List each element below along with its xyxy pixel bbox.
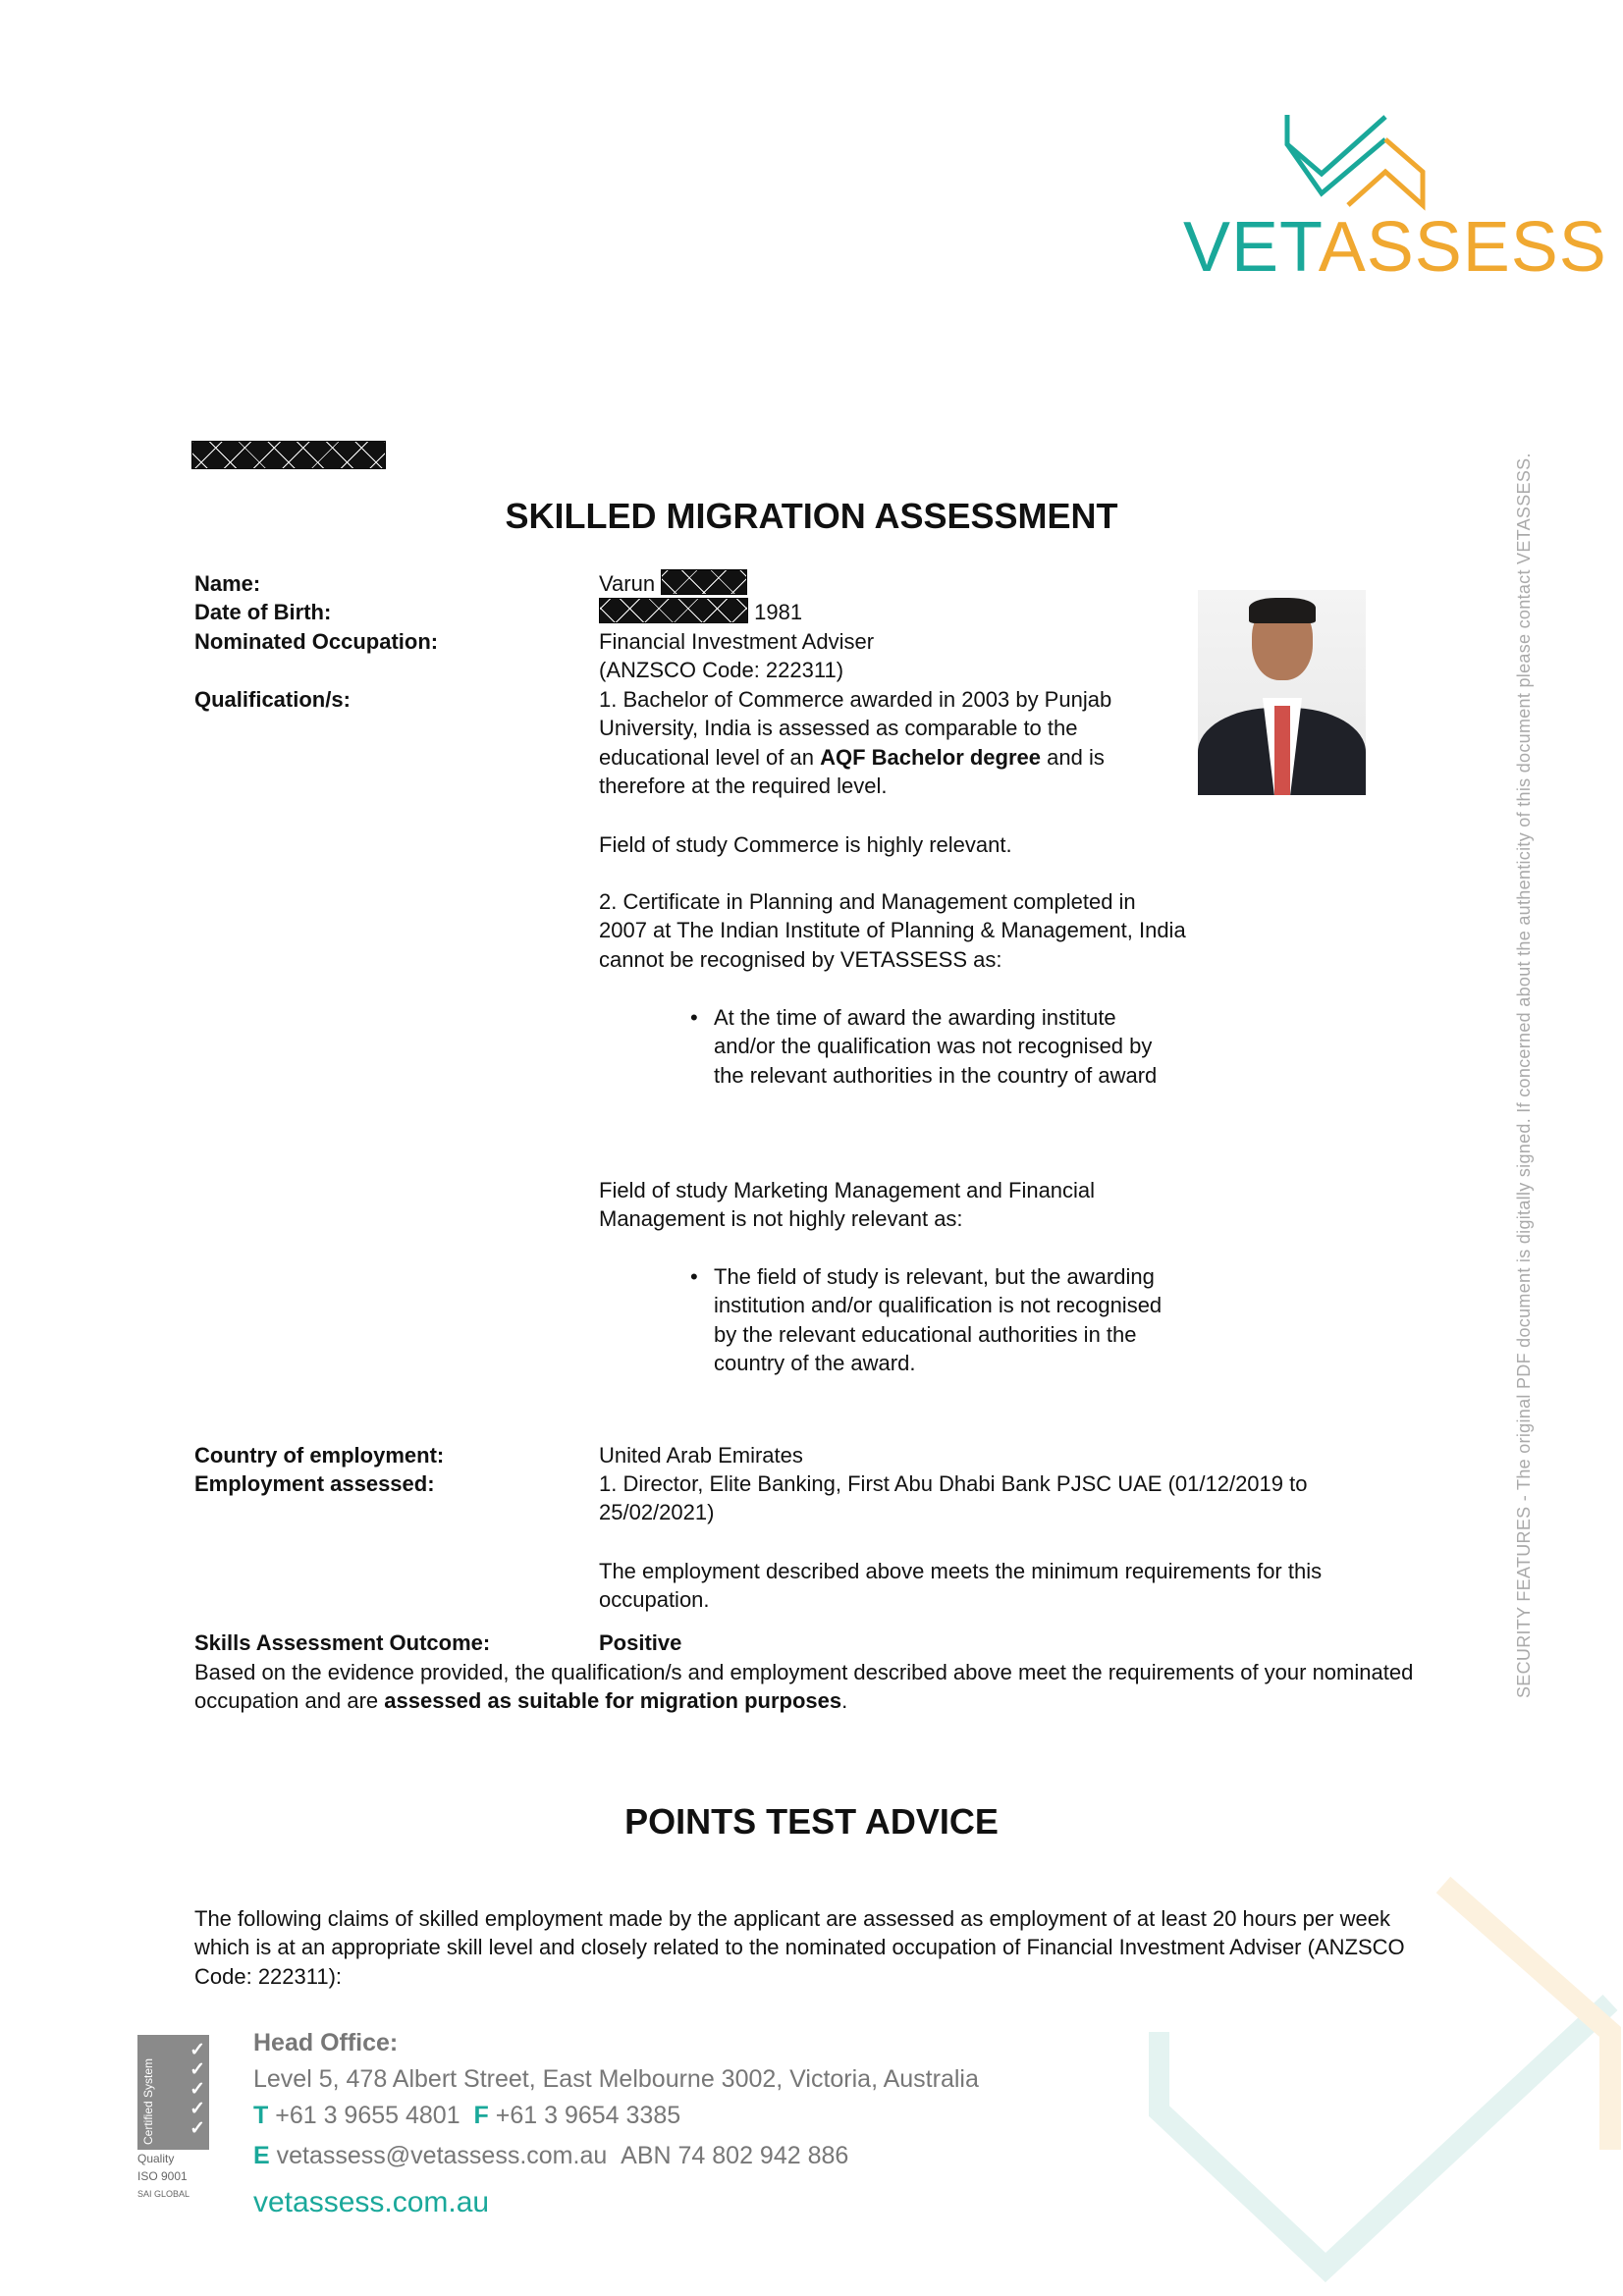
occupation-label: Nominated Occupation: bbox=[194, 629, 439, 654]
abn: ABN 74 802 942 886 bbox=[621, 2142, 849, 2169]
redacted-reference bbox=[191, 441, 386, 469]
name-label: Name: bbox=[194, 571, 261, 596]
bullet-text: The field of study is relevant, but the awarding institution and/or qualification is not recognised by the relevant educational authorities in the country of the award. bbox=[714, 1264, 1163, 1376]
head-office-label: Head Office: bbox=[253, 2029, 399, 2056]
cert-quality: Quality bbox=[137, 2152, 175, 2165]
outcome-text bbox=[194, 1658, 1432, 1716]
email-link[interactable]: vetassess@vetassess.com.au bbox=[276, 2142, 608, 2169]
outcome-value: Positive bbox=[599, 1630, 682, 1655]
qualification-1-field: Field of study Commerce is highly relevant. bbox=[599, 832, 1012, 857]
cert-iso: ISO 9001 bbox=[137, 2169, 188, 2183]
check-marks-icon: ✓ ✓ ✓ ✓ ✓ bbox=[189, 2040, 205, 2139]
country-label: Country of employment: bbox=[194, 1443, 445, 1468]
watermark-chevron-icon bbox=[1149, 1855, 1623, 2296]
website-link[interactable]: vetassess.com.au bbox=[253, 2186, 490, 2218]
dob-label: Date of Birth: bbox=[194, 600, 332, 624]
bullet-text: At the time of award the awarding institute and/or the qualification was not recognised by the relevant authorities in the country of award bbox=[714, 1005, 1158, 1088]
dob-year: 1981 bbox=[754, 600, 803, 624]
vetassess-logo bbox=[1179, 95, 1607, 287]
qualification-2: 2. Certificate in Planning and Management completed in 2007 at The Indian Institute of Planning & Management, India cannot be recognised by VETASSESS as: bbox=[599, 889, 1186, 972]
redacted-surname bbox=[661, 569, 747, 595]
fax-number: +61 3 9654 3385 bbox=[495, 2102, 681, 2129]
iso-certification-badge bbox=[137, 2035, 216, 2203]
country-value: United Arab Emirates bbox=[599, 1443, 803, 1468]
fax-label: F bbox=[473, 2102, 489, 2129]
employment-note: The employment described above meets the minimum requirements for this occupation. bbox=[599, 1559, 1323, 1613]
cert-sai: SAI GLOBAL bbox=[137, 2189, 190, 2199]
outcome-label: Skills Assessment Outcome: bbox=[194, 1630, 491, 1655]
name-value bbox=[599, 569, 747, 598]
security-notice: SECURITY FEATURES - The original PDF document is digitally signed. If concerned about the authenticity of this document please contact VETASSESS. bbox=[1514, 453, 1534, 1698]
first-name: Varun bbox=[599, 571, 656, 596]
phone-label: T bbox=[253, 2102, 269, 2129]
employment-label: Employment assessed: bbox=[194, 1471, 435, 1496]
qual1-bold: AQF Bachelor degree bbox=[820, 744, 1042, 770]
employment-value: 1. Director, Elite Banking, First Abu Dhabi Bank PJSC UAE (01/12/2019 to 25/02/2021) bbox=[599, 1471, 1308, 1525]
applicant-photo bbox=[1198, 590, 1366, 795]
qual1-text: 1. Bachelor of Commerce awarded in 2003 by Punjab University, India is assessed as comparable to the educational level of an bbox=[599, 687, 1112, 770]
outcome-text-start: Based on the evidence provided, the qualification/s and employment described above meet the requirements of your nominated occupation and are bbox=[194, 1660, 1414, 1714]
anzsco-code: (ANZSCO Code: 222311) bbox=[599, 658, 844, 683]
phone-number: +61 3 9655 4801 bbox=[275, 2102, 460, 2129]
page-title: SKILLED MIGRATION ASSESSMENT bbox=[505, 496, 1118, 536]
qualification-2-field: Field of study Marketing Management and Financial Management is not highly relevant as: bbox=[599, 1178, 1096, 1232]
occupation-value bbox=[599, 627, 1188, 685]
qual1-text-end: and is therefore at the required level. bbox=[599, 744, 1105, 799]
logo-chevron-icon bbox=[1179, 95, 1533, 213]
qualification-2-bullet bbox=[690, 1003, 1181, 1090]
redacted-dob bbox=[599, 598, 748, 623]
outcome-text-end: . bbox=[841, 1688, 848, 1714]
points-test-text: The following claims of skilled employment made by the applicant are assessed as employment of at least 20 hours per week which is at an appropriate skill level and closely related to the nominated occupation of Financial Investment Adviser (ANZSCO Code: 222311): bbox=[194, 1906, 1405, 1989]
dob-value bbox=[599, 598, 802, 626]
cert-system-text: Certified System bbox=[141, 2057, 155, 2145]
footer-email-abn bbox=[253, 2138, 979, 2174]
points-test-title: POINTS TEST ADVICE bbox=[624, 1801, 999, 1842]
email-label: E bbox=[253, 2142, 270, 2169]
bullet-icon: • bbox=[690, 1264, 698, 1289]
logo-text-vet: VET bbox=[1183, 208, 1319, 287]
qualification-label: Qualification/s: bbox=[194, 687, 351, 712]
footer-contact bbox=[253, 2025, 979, 2220]
occupation-name: Financial Investment Adviser bbox=[599, 629, 875, 654]
qualification-1 bbox=[599, 685, 1188, 801]
outcome-text-bold: assessed as suitable for migration purposes bbox=[384, 1688, 842, 1714]
qualification-2-field-bullet bbox=[690, 1262, 1181, 1378]
footer-phone-fax bbox=[253, 2098, 979, 2134]
logo-text-assess: ASSESS bbox=[1318, 208, 1607, 287]
footer-address: Level 5, 478 Albert Street, East Melbourne 3002, Victoria, Australia bbox=[253, 2065, 979, 2093]
bullet-icon: • bbox=[690, 1005, 698, 1030]
